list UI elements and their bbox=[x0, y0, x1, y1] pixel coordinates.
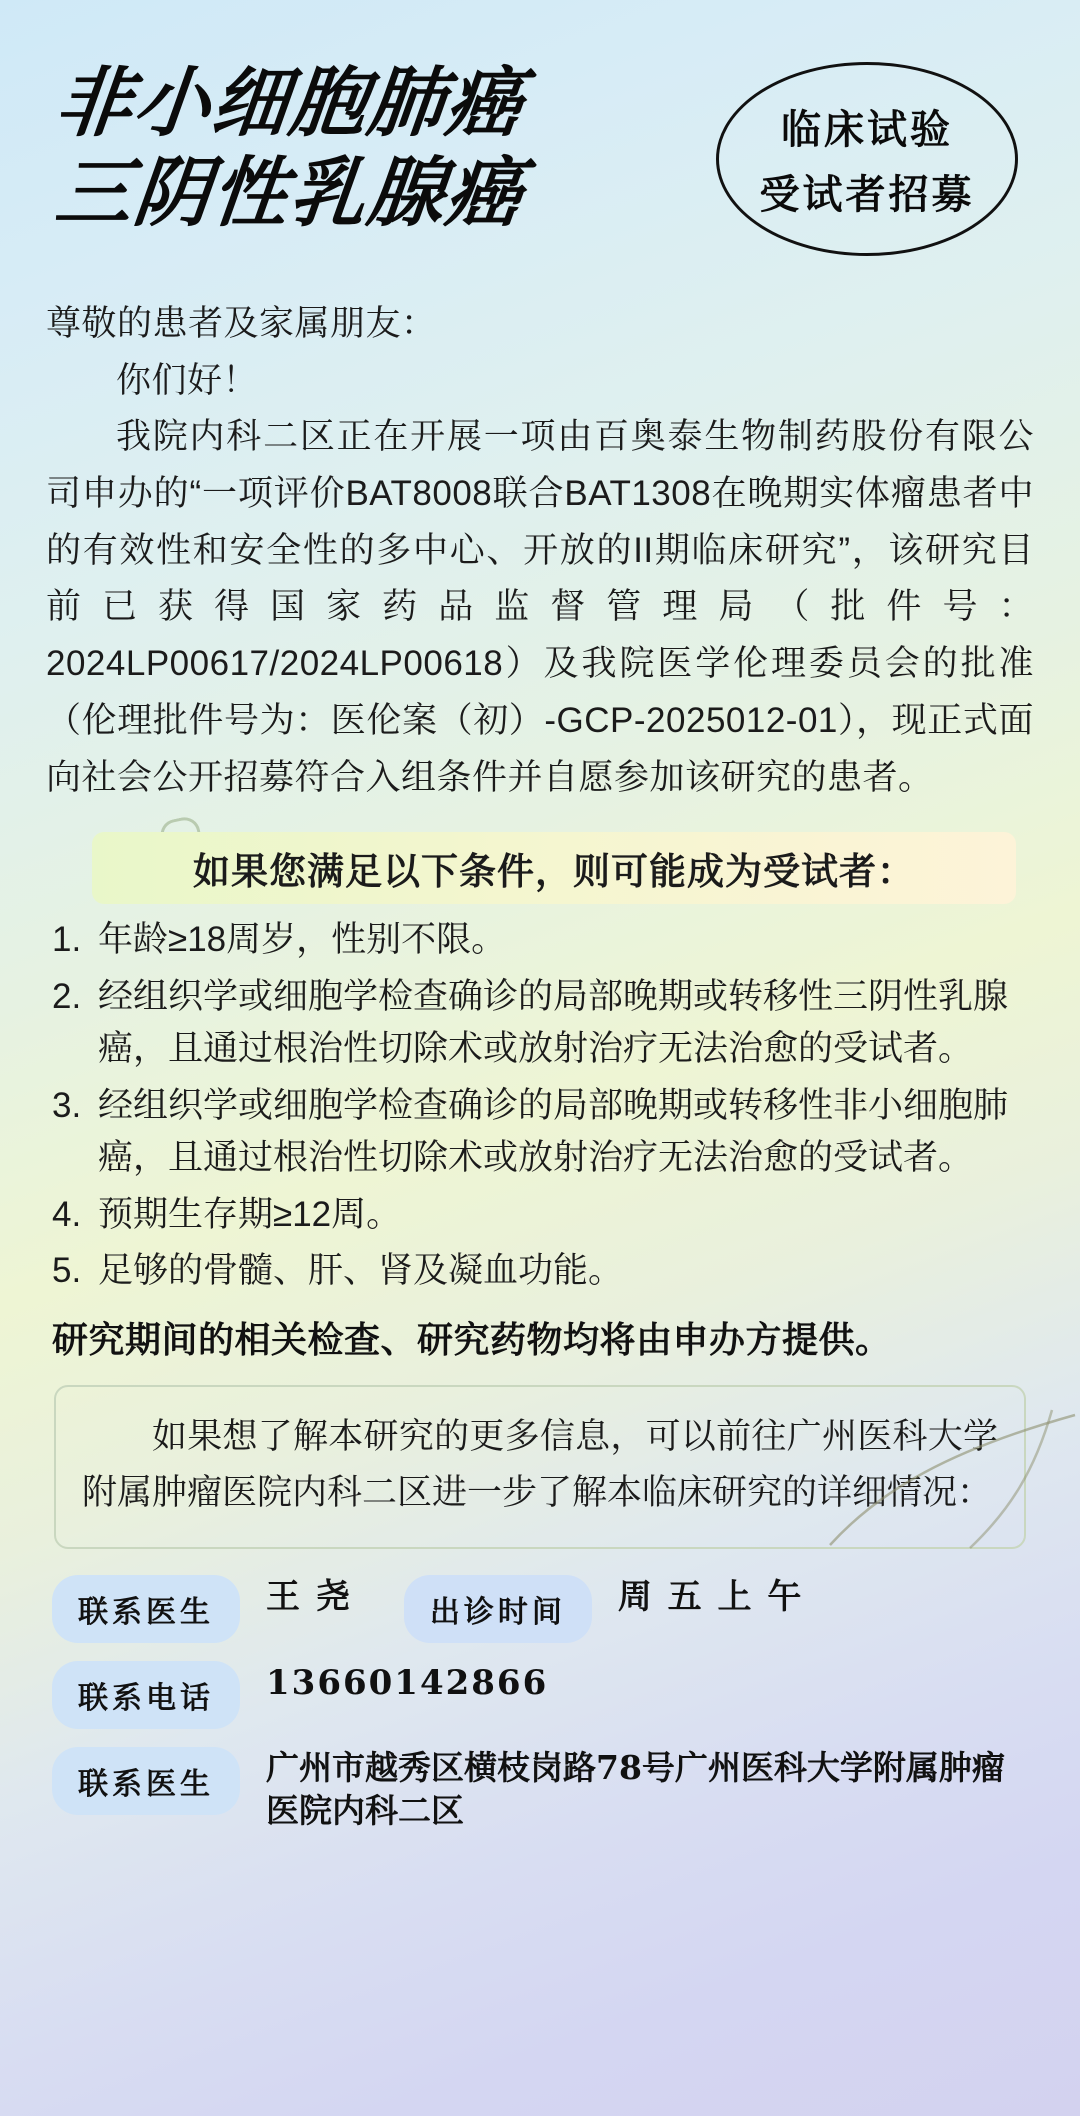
contact-section bbox=[52, 1575, 1028, 1833]
intro-body: 我院内科二区正在开展一项由百奥泰生物制药股份有限公司申办的“一项评价BAT8008联合BAT1308在晚期实体瘤患者中的有效性和安全性的多中心、开放的II期临床研究”，该研究目前已获得国家药品监督管理局（批件号：2024LP00617/2024LP00618）及我院医学伦理委员会的批准（伦理批件号为：医伦案（初）-GCP-2025012-01），现正式面向社会公开招募符合入组条件并自愿参加该研究的患者。 bbox=[46, 417, 1034, 797]
criteria-number: 2. bbox=[52, 976, 82, 1016]
contact-doctor-value: 王 尧 bbox=[266, 1576, 352, 1617]
poster-title bbox=[51, 58, 529, 237]
poster-header bbox=[46, 40, 1034, 290]
intro-section bbox=[46, 296, 1034, 806]
criteria-text: 足够的骨髓、肝、肾及凝血功能。 bbox=[98, 1251, 624, 1291]
contact-row-doctor bbox=[52, 1575, 1028, 1643]
condition-banner bbox=[46, 832, 1034, 904]
contact-phone-label: 联系电话 bbox=[52, 1661, 240, 1729]
criteria-list bbox=[46, 914, 1034, 1298]
contact-phone-value[interactable]: 13660142866 bbox=[266, 1662, 549, 1703]
criteria-number: 5. bbox=[52, 1251, 82, 1291]
criteria-text: 年龄≥18周岁，性别不限。 bbox=[98, 920, 507, 960]
criteria-text: 预期生存期≥12周。 bbox=[98, 1194, 402, 1234]
badge-line-2: 受试者招募 bbox=[759, 171, 975, 218]
badge-line-1: 临床试验 bbox=[781, 106, 953, 153]
contact-doctor-label: 联系医生 bbox=[52, 1575, 240, 1643]
recruitment-badge bbox=[716, 62, 1018, 256]
list-item bbox=[46, 971, 1034, 1076]
criteria-number: 1. bbox=[52, 920, 82, 960]
list-item bbox=[46, 1245, 1034, 1298]
list-item bbox=[46, 1080, 1034, 1185]
intro-greeting: 你们好！ bbox=[116, 360, 259, 400]
sponsor-coverage-note: 研究期间的相关检查、研究药物均将由申办方提供。 bbox=[52, 1318, 892, 1360]
list-item bbox=[46, 1189, 1034, 1242]
contact-row-address bbox=[52, 1747, 1028, 1833]
contact-address-label: 联系医生 bbox=[52, 1747, 240, 1815]
contact-row-phone bbox=[52, 1661, 1028, 1729]
clinic-time-value: 周 五 上 午 bbox=[617, 1576, 804, 1617]
list-item bbox=[46, 914, 1034, 967]
condition-banner-bar bbox=[92, 832, 1016, 904]
criteria-text: 经组织学或细胞学检查确诊的局部晚期或转移性非小细胞肺癌，且通过根治性切除术或放射治疗无法治愈的受试者。 bbox=[98, 1085, 1009, 1178]
title-line-1: 非小细胞肺癌 bbox=[51, 58, 529, 147]
more-info-box bbox=[54, 1385, 1026, 1549]
more-info-text: 如果想了解本研究的更多信息，可以前往广州医科大学附属肿瘤医院内科二区进一步了解本临床研究的详细情况： bbox=[82, 1416, 998, 1512]
condition-banner-text: 如果您满足以下条件，则可能成为受试者： bbox=[193, 851, 915, 893]
contact-address-value: 广州市越秀区横枝岗路78号广州医科大学附属肿瘤医院内科二区 bbox=[266, 1747, 1005, 1830]
criteria-text: 经组织学或细胞学检查确诊的局部晚期或转移性三阴性乳腺癌，且通过根治性切除术或放射治疗无法治愈的受试者。 bbox=[98, 976, 1009, 1069]
clinic-time-label: 出诊时间 bbox=[404, 1575, 592, 1643]
criteria-number: 4. bbox=[52, 1194, 82, 1234]
criteria-number: 3. bbox=[52, 1085, 82, 1125]
intro-salutation: 尊敬的患者及家属朋友： bbox=[46, 304, 437, 343]
title-line-2: 三阴性乳腺癌 bbox=[51, 147, 529, 237]
